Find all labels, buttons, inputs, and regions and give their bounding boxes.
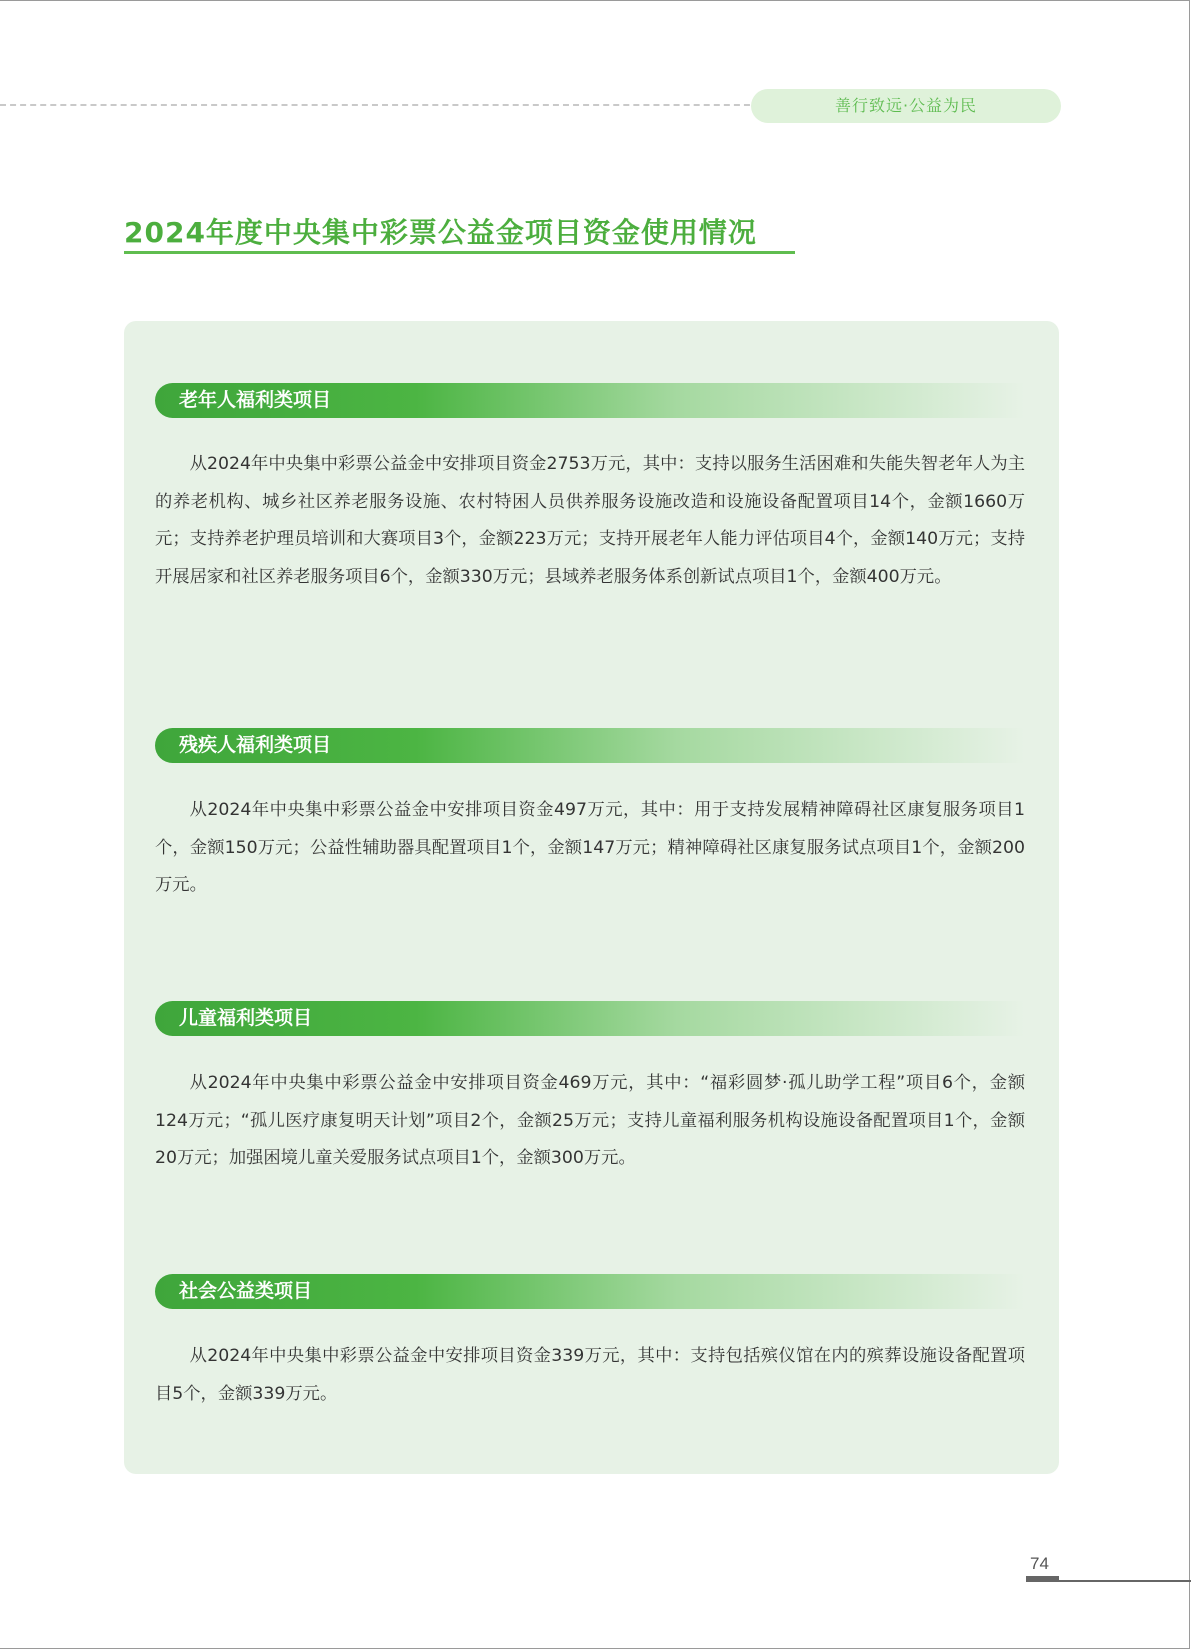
category-bar-children	[155, 1001, 1025, 1036]
category-paragraph: 从2024年中央集中彩票公益金中安排项目资金339万元，其中：支持包括殡仪馆在内的殡葬设施设备配置项目5个，金额339万元。	[155, 1346, 1025, 1404]
header-dashed-rule	[0, 104, 760, 106]
category-bar-public-welfare	[155, 1274, 1025, 1309]
category-paragraph: 从2024年中央集中彩票公益金中安排项目资金2753万元，其中：支持以服务生活困难和失能失智老年人为主的养老机构、城乡社区养老服务设施、农村特困人员供养服务设施改造和设施设备配置项目14个，金额1660万元；支持养老护理员培训和大赛项目3个，金额223万元；支持开展老年人能力评估项目4个，金额140万元；支持开展居家和社区养老服务项目6个，金额330万元；县域养老服务体系创新试点项目1个，金额400万元。	[155, 454, 1025, 587]
category-heading: 老年人福利类项目	[179, 389, 332, 411]
category-bar-disabled	[155, 728, 1025, 763]
category-bar-elderly	[155, 383, 1025, 418]
page-number: 74	[1030, 1554, 1049, 1573]
page-number-mark	[1026, 1576, 1059, 1581]
header-tagline: 善行致远·公益为民	[751, 89, 1061, 123]
category-paragraph: 从2024年中央集中彩票公益金中安排项目资金497万元，其中：用于支持发展精神障碍社区康复服务项目1个，金额150万元；公益性辅助器具配置项目1个，金额147万元；精神障碍社区康复服务试点项目1个，金额200万元。	[155, 800, 1025, 895]
category-paragraph: 从2024年中央集中彩票公益金中安排项目资金469万元，其中：“福彩圆梦·孤儿助学工程”项目6个，金额124万元；“孤儿医疗康复明天计划”项目2个，金额25万元；支持儿童福利服务机构设施设备配置项目1个，金额20万元；加强困境儿童关爱服务试点项目1个，金额300万元。	[155, 1073, 1025, 1168]
category-heading: 儿童福利类项目	[179, 1007, 313, 1029]
category-heading: 社会公益类项目	[179, 1280, 313, 1302]
category-heading: 残疾人福利类项目	[179, 734, 332, 756]
title-underline	[124, 251, 795, 254]
page-title: 2024年度中央集中彩票公益金项目资金使用情况	[124, 216, 757, 249]
